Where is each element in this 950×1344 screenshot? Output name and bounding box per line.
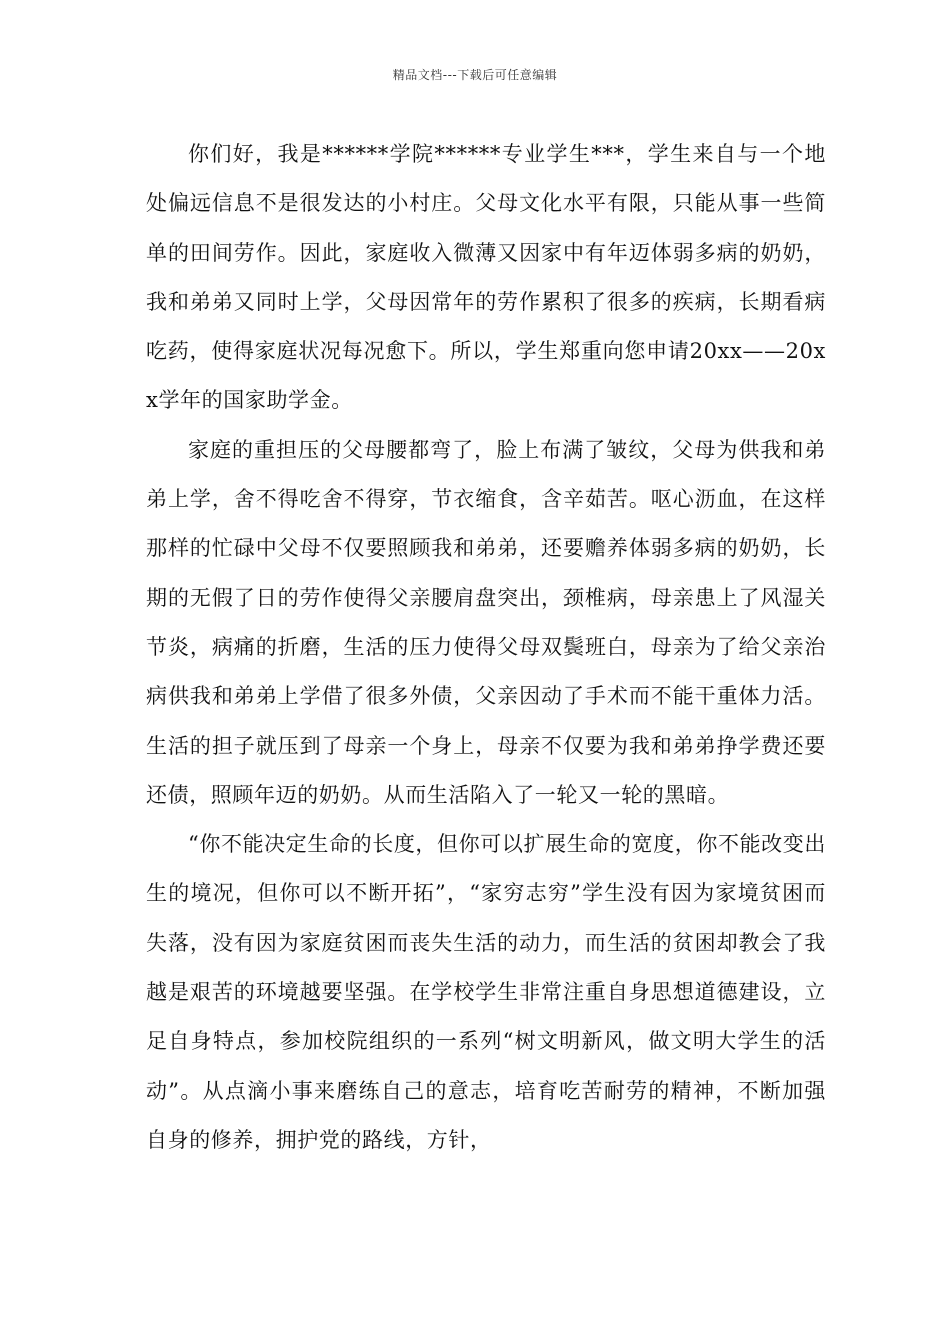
page-header: 精品文档---下载后可任意编辑 [392,68,558,82]
document-body [146,130,826,1165]
paragraph-3: “你不能决定生命的长度，但你可以扩展生命的宽度，你不能改变出生的境况，但你可以不断开拓”，“家穷志穷”学生没有因为家境贫困而失落，没有因为家庭贫困而丧失生活的动力，而生活的贫困却教会了我越是艰苦的环境越要坚强。在学校学生非常注重自身思想道德建设，立足自身特点，参加校院组织的一系列“树文明新风，做文明大学生的活动”。从点滴小事来磨练自己的意志，培育吃苦耐劳的精神，不断加强自身的修养，拥护党的路线，方针， [146,832,826,1152]
paragraph-1: 你们好，我是******学院******专业学生***，学生来自与一个地处偏远信息不是很发达的小村庄。父母文化水平有限，只能从事一些简单的田间劳作。因此，家庭收入微薄又因家中有年迈体弱多病的奶奶，我和弟弟又同时上学，父母因常年的劳作累积了很多的疾病，长期看病吃药，使得家庭状况每况愈下。所以，学生郑重向您申请20xx——20xx学年的国家助学金。 [146,142,826,413]
paragraph-2: 家庭的重担压的父母腰都弯了，脸上布满了皱纹，父母为供我和弟弟上学，舍不得吃舍不得穿，节衣缩食，含辛茹苦。呕心沥血，在这样那样的忙碌中父母不仅要照顾我和弟弟，还要赡养体弱多病的奶奶，长期的无假了日的劳作使得父亲腰肩盘突出，颈椎病，母亲患上了风湿关节炎，病痛的折磨，生活的压力使得父母双鬓班白，母亲为了给父亲治病供我和弟弟上学借了很多外债，父亲因动了手术而不能干重体力活。生活的担子就压到了母亲一个身上，母亲不仅要为我和弟弟挣学费还要还债，照顾年迈的奶奶。从而生活陷入了一轮又一轮的黑暗。 [146,437,826,807]
